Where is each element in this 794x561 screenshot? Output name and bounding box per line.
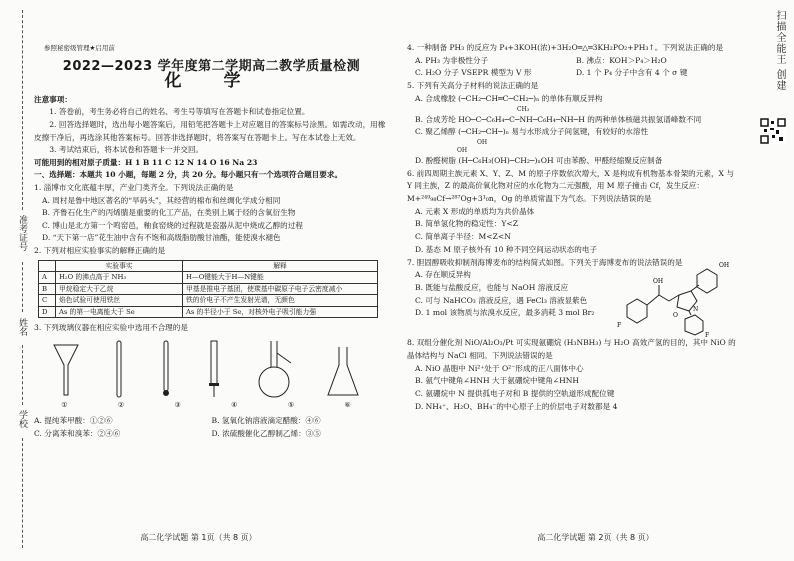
q3-options-row [34, 428, 389, 441]
distillation-flask-icon [254, 339, 294, 399]
q4-options-row [415, 55, 737, 68]
thermometer-icon [158, 339, 174, 399]
mol-oh-label: OH [719, 262, 730, 270]
q7-option-a: A. 存在顺反异构 [415, 270, 471, 280]
q7-stem: 7. 胆固醇吸收抑制剂海博麦布的结构简式如图。下列关于海博麦布的说法错误的是 [407, 257, 683, 267]
page-right [397, 0, 794, 561]
q4-stem: 4. 一种制备 PH₃ 的反应为 P₄+3KOH(浓)+3H₂O═△═3KH₂PO₂+PH₃↑。下列说法正确的是 [407, 43, 724, 52]
glassware-row [36, 339, 376, 399]
left-content [34, 42, 389, 440]
secret-level: 参照秘密级管理★启用前 [44, 44, 115, 52]
q1-option-c: C. 博山是北方第一个鸣窑邑，釉食窑烧的过程就是瓷器从泥中烧成乙醇的过程 [42, 220, 303, 230]
q5-option-d: D. 酚醛树脂 (H─C₆H₃(OH)─CH₂─)ₙOH 可由苯酚、甲醛经缩聚反应制备 [415, 155, 663, 165]
table-row [39, 295, 378, 307]
scanner-watermark: 扫描全能王 创建 [774, 10, 785, 92]
q1-option-a: A. 周村是鲁中地区著名的“旱码头”，其经营的棉布和丝绸化学成分相同 [42, 195, 281, 205]
q8-option-c: C. 氨硼烷中 N 提供孤电子对和 B 提供的空轨道形成配位键 [415, 389, 615, 399]
q7-option-c: C. 可与 NaHCO₃ 溶液反应，遇 FeCl₃ 溶液显紫色 [415, 295, 588, 305]
q4-options-row [415, 67, 737, 80]
q4-option-a: A. PH₃ 为非极性分子 [415, 55, 489, 65]
table-row [39, 306, 378, 318]
atomic-masses: 可能用到的相对原子质量：H 1 B 11 C 12 N 14 O 16 Na 23 [34, 157, 258, 167]
q1-option-d: D. “天下第一店”花生油中含有不饱和高级脂肪酸甘油酯，能使溴水褪色 [42, 233, 281, 243]
conical-flask-icon [325, 339, 361, 399]
subject-title: 化 学 [164, 71, 259, 92]
q2-stem: 2. 下列对相应实验事实的解释正确的是 [34, 245, 166, 255]
glassware-labels [36, 399, 376, 412]
q3-stem: 3. 下列玻璃仪器在相应实验中选用不合理的是 [34, 323, 188, 332]
binding-margin [8, 0, 30, 561]
q8-stem: 8. 双组分催化剂 NiO/Al₂O₃/Pt 可实现氨硼烷 (H₃NBH₃) 与 H₂O 高效产氢的目的，其中 NiO 的晶体结构与 NaCl 相同。下列说法错误的是 [407, 338, 736, 360]
table-cell: B [39, 283, 56, 295]
name-label: 姓名 [17, 318, 27, 336]
table-header: 解释 [183, 260, 378, 272]
ezetimibe-structure-icon [607, 255, 737, 339]
note-1: 1. 答卷前，考生务必将自己的姓名、考生号等填写在答题卡和试卷指定位置。 [49, 107, 310, 117]
table-cell: As 的第一电离能大于 Se [56, 306, 183, 318]
qr-code-icon [760, 118, 786, 144]
mol-oh-label: OH [653, 278, 664, 286]
right-content [407, 42, 737, 413]
table-header: 实验事实 [56, 260, 183, 272]
school-label: 学校 [17, 410, 27, 428]
q1-option-b: B. 齐鲁石化生产的丙烯腈是重要的化工产品，在类别上属于烃的含氧衍生物 [42, 208, 296, 218]
q5-substituent-label: OH [457, 146, 468, 154]
section-1-heading: 一、选择题：本题共 10 小题，每题 2 分，共 20 分。每小题只有一个选项符合题目要求。 [34, 170, 343, 180]
table-cell: As 的半径小于 Se，对核外电子吸引能力强 [183, 306, 378, 318]
q4-option-d: D. 1 个 P₄ 分子中含有 4 个 σ 键 [576, 68, 688, 78]
note-2: 2. 回答选择题时，选出每小题答案后，用铅笔把答题卡上对应题目的答案标号涂黑。如需改动，用橡皮擦干净后，再选涂其他答案标号。回答非选择题时，将答案写在答题卡上。写在本试卷上无效。 [34, 119, 386, 142]
q5-substituent-label: CH₃ [517, 105, 530, 113]
page-footer: 高二化学试题 第 1页（共 8 页） [140, 533, 257, 542]
table-cell: D [39, 306, 56, 318]
q1-stem: 1. 淄博市文化底蕴丰厚，产业门类齐全。下列说法正确的是 [34, 182, 234, 192]
table-cell: C [39, 295, 56, 307]
q6-option-c: C. 简单离子半径：M<Z<N [415, 232, 511, 242]
glassware-label: ⑤ [287, 400, 295, 409]
exam-id-label: 准考证号 [17, 215, 27, 251]
table-cell: 铁的价电子不产生发射光谱，无颜色 [183, 295, 378, 307]
q5-option-c: C. 聚乙烯醇 (─CH₂─CH─)ₙ 易与水形成分子间氢键，有较好的水溶性 [415, 127, 649, 137]
q3-option-a: A. 提纯苯甲酸：①②⑥ [34, 416, 113, 426]
q3-options-row [34, 415, 389, 428]
q6-option-a: A. 元素 X 形成的单质均为共价晶体 [415, 206, 535, 216]
cut-line [22, 10, 23, 210]
glassware-label: ① [61, 400, 68, 409]
q5-option-b: B. 合成芳纶 HO─C─C₆H₄─C─NH─C₆H₄─NH─H 的两种单体核磁共振氢谱峰数不同 [415, 114, 702, 124]
table-header-row [39, 260, 378, 272]
mol-o-label: O [673, 312, 678, 320]
note-3: 3. 考试结束后，将本试卷和答题卡一并交回。 [49, 145, 204, 155]
q8-option-d: D. NH₄⁺、H₂O、BH₄⁻的中心原子上的价层电子对数都是 4 [415, 401, 618, 411]
table-cell: 甲基是推电子基团，使羰基中碳原子电子云密度减小 [183, 283, 378, 295]
burette-icon [204, 339, 224, 399]
q6-stem: 6. 前四周期主族元素 X、Y、Z、M 的原子序数依次增大，X 是构成有机物基本骨架的元素，X 与 Y 同主族，Z 的最高价氧化物对应的水化物为二元强酸，用 M 原子撞击 Cf，发生反应：M+²⁴⁹₉₈Cf→²⁸⁷Og+3¹₀n，Og 的单质常温下为气态。下列说法错误的是 [407, 168, 734, 204]
page-footer: 高二化学试题 第 2页（共 8 页） [537, 533, 654, 542]
q2-table [38, 260, 378, 319]
q3-option-d: D. 浓硫酸催化乙醇制乙烯：③⑤ [211, 428, 321, 438]
q5-stem: 5. 下列有关高分子材料的说法正确的是 [407, 81, 539, 91]
glassware-label: ⑥ [344, 400, 351, 409]
q4-option-c: C. H₂O 分子 VSEPR 模型为 V 形 [415, 68, 532, 78]
mol-n-label: N [693, 306, 699, 314]
q8-option-a: A. NiO 晶胞中 Ni²⁺处于 O²⁻形成的正八面体中心 [415, 363, 584, 373]
table-cell: 焰色试验可使用铁丝 [56, 295, 183, 307]
table-header [39, 260, 56, 272]
cut-line [22, 262, 23, 312]
q7-options [415, 269, 595, 320]
q7-option-b: B. 既能与盐酸反应，也能与 NaOH 溶液反应 [415, 282, 569, 292]
q7-option-d: D. 1 mol 该物质与浓溴水反应，最多消耗 3 mol Br₂ [415, 308, 595, 318]
mol-f-label: F [705, 332, 710, 340]
table-row [39, 272, 378, 284]
q3-option-b: B. 氢氧化钠溶液滴定醋酸：④⑥ [211, 416, 321, 426]
glassware-label: ③ [174, 400, 181, 409]
exam-title: 2022—2023 学年度第二学期高二教学质量检测 [62, 58, 361, 74]
q4-option-b: B. 沸点：KOH＞P₄＞H₂O [576, 55, 667, 65]
table-cell: H—O键能大于H—N键能 [183, 272, 378, 284]
q5-substituent-label: OH [477, 138, 488, 146]
q6-option-b: B. 简单氢化物的稳定性：Y<Z [415, 219, 518, 229]
cut-line [22, 345, 23, 405]
table-cell: 甲烷稳定大于乙烷 [56, 283, 183, 295]
notes-heading: 注意事项： [34, 94, 72, 104]
funnel-icon [51, 339, 81, 399]
q3-option-c: C. 分离苯和溴苯：②④⑥ [34, 428, 121, 438]
glassware-label: ④ [231, 400, 238, 409]
glassware-label: ② [117, 400, 125, 409]
table-cell: A [39, 272, 56, 284]
table-row [39, 283, 378, 295]
q8-option-b: B. 氨气中键角∠HNH 大于氨硼烷中键角∠HNH [415, 376, 580, 386]
mol-f-label: F [617, 322, 622, 330]
q5-option-a: A. 合成橡胶 (─CH₂─CH═C─CH₂─)ₙ 的单体有顺反异构 [415, 93, 603, 103]
glass-rod-icon [111, 339, 127, 399]
table-cell: H₂O 的沸点高于 NH₃ [56, 272, 183, 284]
q6-option-d: D. 基态 M 原子核外有 10 种不同空间运动状态的电子 [415, 244, 598, 254]
